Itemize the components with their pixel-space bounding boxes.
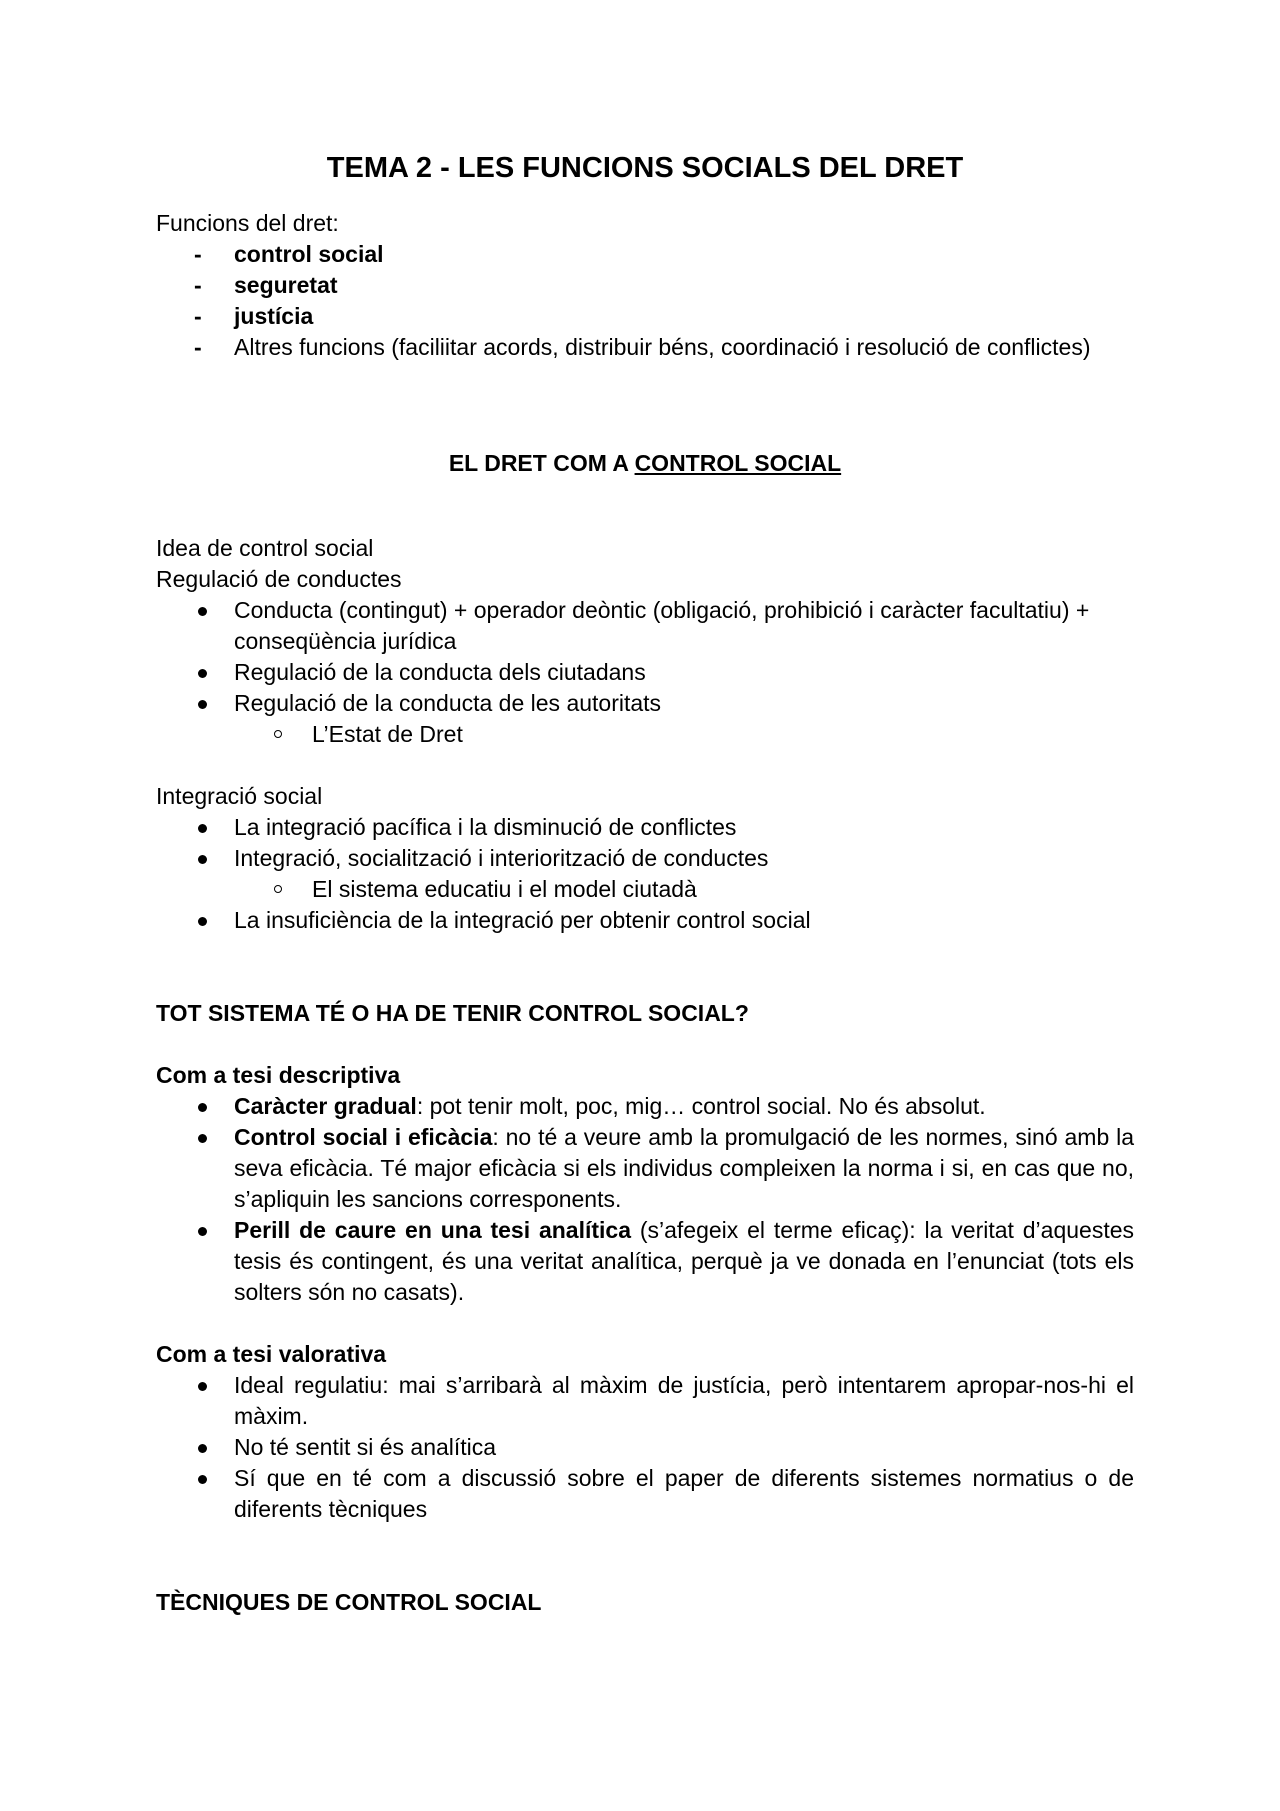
page-title: TEMA 2 - LES FUNCIONS SOCIALS DEL DRET xyxy=(326,152,964,184)
bullet-icon xyxy=(198,607,207,616)
valorativa-heading: Com a tesi valorativa xyxy=(156,1341,387,1367)
list-item xyxy=(156,843,1134,874)
list-item-bold: Perill de caure en una tesi analítica xyxy=(234,1217,631,1243)
list-item-bold: Control social i eficàcia xyxy=(234,1124,493,1150)
dash-marker: - xyxy=(194,272,202,298)
list-item xyxy=(156,657,1134,688)
bullet-icon xyxy=(198,855,207,864)
section-heading-tot-sistema: TOT SISTEMA TÉ O HA DE TENIR CONTROL SOCIAL? xyxy=(156,1000,749,1026)
list-item-text: Regulació de la conducta dels ciutadans xyxy=(234,659,646,685)
list-item-text: : pot tenir molt, poc, mig… control social. No és absolut. xyxy=(416,1093,986,1119)
document-content xyxy=(156,148,1134,1618)
list-item-text: : no té a veure amb la promulgació de les normes, sinó amb la seva eficàcia. Té major eficàcia si els individus compleixen la norma i si, en cas que no, s’apliquin les sancions corresponents. xyxy=(234,1124,1135,1212)
list-item-text: No té sentit si és analítica xyxy=(234,1434,497,1460)
heading-prefix: EL DRET COM A xyxy=(448,450,635,476)
list-item xyxy=(156,595,1134,657)
list-item xyxy=(156,1215,1134,1308)
list-item xyxy=(156,812,1134,843)
list-item-text: Conducta (contingut) + operador deòntic (obligació, prohibició i caràcter facultatiu) + conseqüència jurídica xyxy=(234,597,1090,654)
list-item xyxy=(156,1091,1134,1122)
dash-marker: - xyxy=(194,241,202,267)
dash-marker: - xyxy=(194,334,202,360)
list-item-text: El sistema educatiu i el model ciutadà xyxy=(312,876,697,902)
hollow-bullet-icon xyxy=(274,885,282,893)
function-justicia: justícia xyxy=(234,303,314,329)
bullet-icon xyxy=(198,1227,207,1236)
functions-intro: Funcions del dret: xyxy=(156,210,339,236)
regulacio-sub-list xyxy=(156,719,1134,750)
bullet-icon xyxy=(198,1444,207,1453)
list-item xyxy=(156,239,1134,270)
bullet-icon xyxy=(198,1475,207,1484)
list-item-text: (s’afegeix el terme eficaç): la veritat d’aquestes tesis és contingent, és una veritat analítica, perquè ja ve donada en l’enunciat (tots els solters són no casats). xyxy=(234,1217,1135,1305)
bullet-icon xyxy=(198,669,207,678)
list-item xyxy=(156,332,1134,363)
section-heading-tecniques: TÈCNIQUES DE CONTROL SOCIAL xyxy=(156,1589,542,1615)
list-item-text: L’Estat de Dret xyxy=(312,721,463,747)
list-item-text: La insuficiència de la integració per obtenir control social xyxy=(234,907,811,933)
descriptiva-list xyxy=(156,1091,1134,1308)
bullet-icon xyxy=(198,1134,207,1143)
integracio-list-cont xyxy=(156,905,1134,936)
hollow-bullet-icon xyxy=(274,730,282,738)
function-seguretat: seguretat xyxy=(234,272,338,298)
list-item-text: Integració, socialització i interiorització de conductes xyxy=(234,845,769,871)
function-altres: Altres funcions (faciliitar acords, distribuir béns, coordinació i resolució de conflictes) xyxy=(234,334,1091,360)
descriptiva-heading: Com a tesi descriptiva xyxy=(156,1062,401,1088)
list-item xyxy=(156,719,1134,750)
list-item xyxy=(156,874,1134,905)
list-item-text: La integració pacífica i la disminució de conflictes xyxy=(234,814,737,840)
list-item xyxy=(156,1122,1134,1215)
list-item xyxy=(156,301,1134,332)
bullet-icon xyxy=(198,700,207,709)
list-item xyxy=(156,1463,1134,1525)
bullet-icon xyxy=(198,917,207,926)
section-heading-control-social xyxy=(156,448,1134,479)
list-item-bold: Caràcter gradual xyxy=(234,1093,417,1119)
bullet-icon xyxy=(198,824,207,833)
list-item xyxy=(156,905,1134,936)
valorativa-list xyxy=(156,1370,1134,1525)
list-item xyxy=(156,270,1134,301)
functions-list xyxy=(156,239,1134,363)
heading-underlined: CONTROL SOCIAL xyxy=(634,450,842,476)
regulacio-heading: Regulació de conductes xyxy=(156,566,402,592)
dash-marker: - xyxy=(194,303,202,329)
list-item xyxy=(156,688,1134,719)
integracio-heading: Integració social xyxy=(156,783,323,809)
integracio-sub-list xyxy=(156,874,1134,905)
function-control-social: control social xyxy=(234,241,384,267)
integracio-list xyxy=(156,812,1134,874)
list-item-text: Regulació de la conducta de les autoritats xyxy=(234,690,662,716)
list-item xyxy=(156,1432,1134,1463)
bullet-icon xyxy=(198,1382,207,1391)
bullet-icon xyxy=(198,1103,207,1112)
regulacio-list xyxy=(156,595,1134,719)
idea-control-social: Idea de control social xyxy=(156,535,374,561)
list-item-text: Sí que en té com a discussió sobre el paper de diferents sistemes normatius o de diferents tècniques xyxy=(234,1465,1134,1522)
list-item xyxy=(156,1370,1134,1432)
list-item-text: Ideal regulatiu: mai s’arribarà al màxim de justícia, però intentarem apropar-nos-hi el màxim. xyxy=(234,1372,1134,1429)
